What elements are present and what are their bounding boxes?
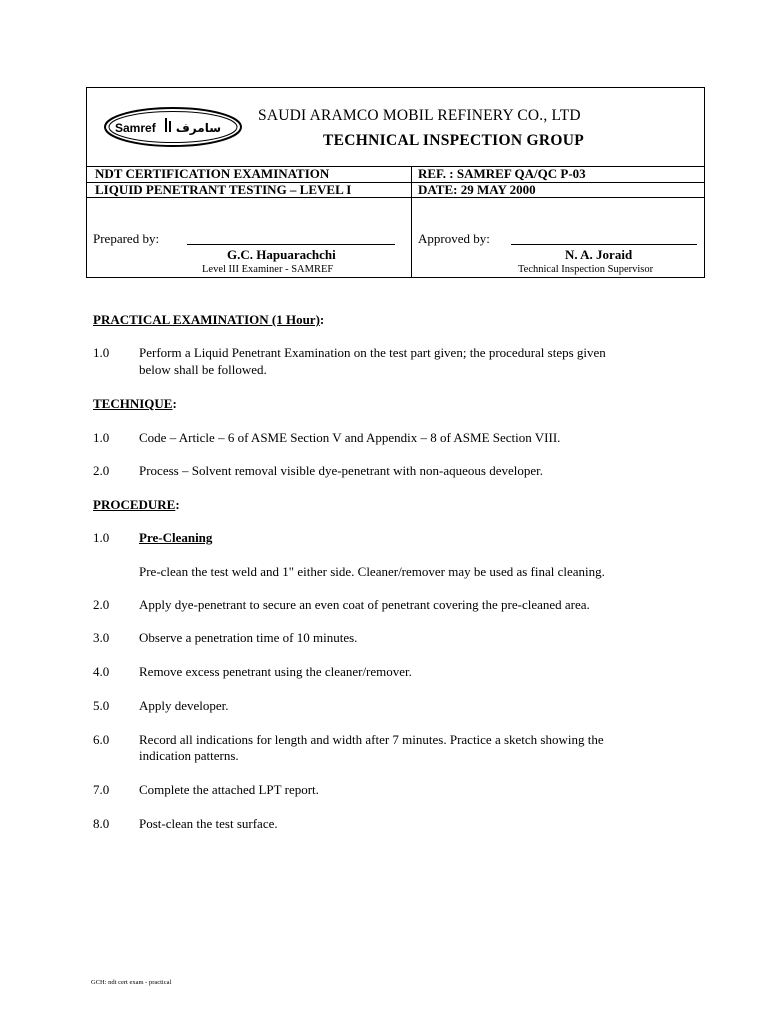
approved-title: Technical Inspection Supervisor [518,264,654,275]
procedure-step-number: 1.0 [93,530,110,545]
signature-row [87,197,704,277]
header-column-divider [411,166,412,277]
technique-item-text: Code – Article – 6 of ASME Section V and Appendix – 8 of ASME Section VIII. [139,430,561,445]
procedure-step-text: Observe a penetration time of 10 minutes. [139,630,358,645]
exam-date: DATE: 29 MAY 2000 [418,182,536,197]
procedure-step-number: 4.0 [93,664,110,679]
procedure-step-title: Pre-Cleaning [139,530,213,545]
technique-item-number: 1.0 [93,430,110,445]
prepared-by-label: Prepared by: [93,231,160,246]
procedure-step-text: Apply dye-penetrant to secure an even coat of penetrant covering the pre-cleaned area. [139,597,590,612]
procedure-step-number: 6.0 [93,732,110,747]
prepared-name: G.C. Hapuarachchi [227,247,336,262]
procedure-heading: PROCEDURE: [93,497,180,512]
approved-signature-line [511,244,697,245]
procedure-step-number: 7.0 [93,782,110,797]
procedure-step-line1: Record all indications for length and width after 7 minutes. Practice a sketch showing the [139,732,604,747]
procedure-step-number: 2.0 [93,597,110,612]
practical-item-number: 1.0 [93,345,110,360]
procedure-step-number: 5.0 [93,698,110,713]
procedure-step-text: Complete the attached LPT report. [139,782,319,797]
technique-item-number: 2.0 [93,463,110,478]
procedure-step-text: Remove excess penetrant using the cleaner/remover. [139,664,412,679]
company-name: SAUDI ARAMCO MOBIL REFINERY CO., LTD [258,107,581,124]
practical-item-line1: Perform a Liquid Penetrant Examination on the test part given; the procedural steps given [139,345,606,360]
ref-number: REF. : SAMREF QA/QC P-03 [418,166,586,181]
procedure-step-text: Pre-clean the test weld and 1" either side. Cleaner/remover may be used as final cleaning. [139,564,605,579]
header-row-exam [87,166,704,183]
technique-item-text: Process – Solvent removal visible dye-penetrant with non-aqueous developer. [139,463,543,478]
procedure-step-text: Apply developer. [139,698,229,713]
group-name: TECHNICAL INSPECTION GROUP [323,132,585,149]
exam-subtitle: LIQUID PENETRANT TESTING – LEVEL I [95,182,352,197]
exam-title: NDT CERTIFICATION EXAMINATION [95,166,330,181]
practical-heading: PRACTICAL EXAMINATION (1 Hour): [93,312,325,327]
procedure-step-line2: indication patterns. [139,748,239,763]
procedure-step-text: Post-clean the test surface. [139,816,278,831]
approved-name: N. A. Joraid [565,247,633,262]
technique-heading: TECHNIQUE: [93,396,177,411]
page-footer: GCH: ndt cert exam - practical [91,979,172,986]
header-table [86,87,705,278]
procedure-step-number: 3.0 [93,630,110,645]
procedure-step-number: 8.0 [93,816,110,831]
practical-item-line2: below shall be followed. [139,362,267,377]
prepared-signature-line [187,244,395,245]
prepared-title: Level III Examiner - SAMREF [202,264,334,275]
header-title-row [87,88,704,167]
logo-text: Samref [115,121,156,135]
logo-arabic: سامرف [175,121,221,135]
header-row-subtitle [87,182,704,198]
approved-by-label: Approved by: [418,231,490,246]
samref-logo [103,106,243,148]
